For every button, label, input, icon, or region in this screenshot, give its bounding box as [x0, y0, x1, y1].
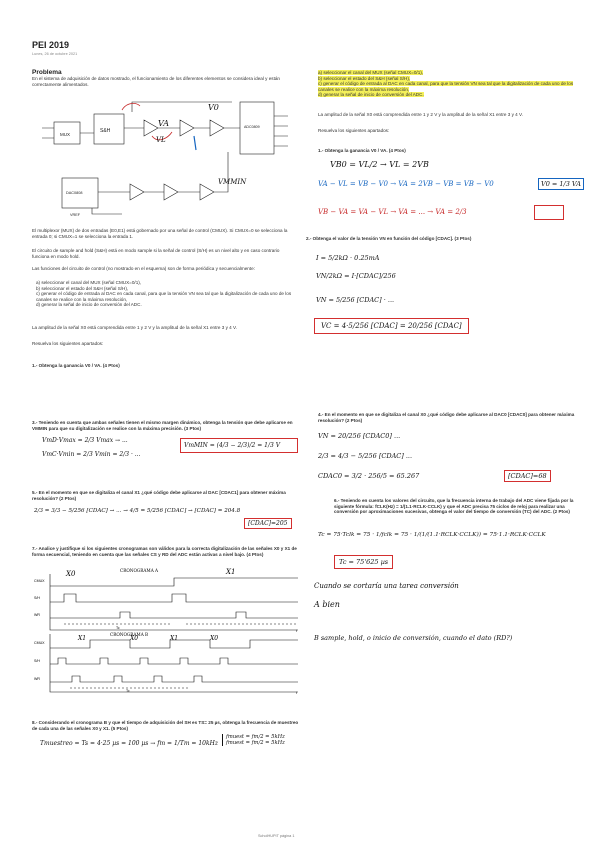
right-amplitude-text: La amplitud de la señal X0 está comprendida entre 1 y 2 V y la amplitud de la señal X1 entre 3 y 4 V.: [318, 112, 523, 117]
control-list: [36, 280, 294, 308]
question-7: 7.- Analice y justifique si los siguientes cronogramas son válidos para la correcta digitalización de las señales X0 y X1 de forma secuencial, teniendo en cuenta que las señales CS y RD del ADC están activas a nivel bajo. (4 Ptos): [32, 546, 297, 557]
q5-work: 2/3 = 3/3 − 5/256 [CDAC] → ... → 4/5 = 5/256 [CDAC] → [CDAC] = 204.8: [34, 508, 241, 514]
list-item: d) generar la señal de inicio de conversión del ADC.: [36, 302, 142, 308]
q3-answer-box: VmMIN = (4/3 − 2/3)/2 = 1/3 V: [180, 438, 298, 453]
q8-work-brace: [222, 734, 306, 746]
vref-label: VREF: [70, 213, 81, 217]
chrono-a-cmux-label: CMUX: [34, 579, 45, 583]
chrono-b-x0-b: X0: [210, 635, 219, 642]
chronogram-b: [30, 632, 304, 694]
page-footer: ScholHUPIT página 1: [258, 834, 295, 838]
q8-work-3: fmuest = fm/2 = 5kHz: [226, 740, 285, 746]
question-3: 3.- Teniendo en cuenta que ambas señales tienen el mismo margen dinámico, obtenga la tensión que debe aplicarse en VMMIN para que su digitalización se realice con la máxima precisión. (3 Ptos): [32, 420, 293, 431]
question-2: 2.- Obtenga el valor de la tensión VN en función del código [CDAC]. (3 Ptos): [306, 236, 472, 241]
chrono-a-note: Cuando se cortaría una tarea conversión: [314, 582, 459, 590]
resolve-text: Resuelva los siguientes apartados:: [32, 341, 104, 346]
right-resolve-text: Resuelva los siguientes apartados:: [318, 128, 390, 133]
q1-answer-box: V0 = 1/3 VA: [538, 178, 584, 190]
chrono-b-x1-b: X1: [170, 635, 179, 642]
list-item: c) generar el código de entrada al DAC en cada canal, para que la tensión VN sea tal que la digitalización de cada uno de los canales se realice con la máxima resolución,: [36, 291, 292, 302]
q2-work-2: VN/2kΩ = I·[CDAC]/256: [316, 272, 396, 280]
question-4: 4.- En el momento en que se digitaliza el canal X0 ¿qué código debe aplicarse al DAC0 [CDAC0] para obtener máxima resolución? (2 Ptos): [318, 412, 575, 423]
list-item: b) seleccionar el estado del S&H (señal S/H),: [318, 75, 411, 81]
question-8: 8.- Considerando el cronograma B y que el tiempo de adquisición del SH es TS= 25 µs, obtenga la frecuencia de muestreo de cada una de las señales X0 y X1. (5 Ptos): [32, 720, 299, 731]
chrono-b-note: B sample, hold, o inicio de conversión, cuando el dato (RD?): [314, 634, 513, 642]
list-item: c) generar el código de entrada al DAC en cada canal, para que la tensión VN sea tal que la digitalización de cada uno de los canales se realice con la máxima resolución,: [318, 81, 574, 92]
right-question-1: 1.- Obtenga la ganancia V0 / VA. (4 Ptos): [318, 148, 406, 153]
chrono-b-wr-label: WR: [34, 677, 40, 681]
q8-work-1: Tmuestreo = Ts = 4·25 µs = 100 µs → fm = 1/Tm = 10kHz: [40, 740, 219, 747]
q4-work-3: CDAC0 = 3/2 · 256/5 = 65.267: [318, 472, 420, 480]
mux-label: MUX: [60, 132, 70, 137]
chrono-b-x1-a: X1: [78, 635, 87, 642]
mux-description: El multiplexor (MUX) de dos entradas (E0,E1) está gobernado por una señal de control (CMUX). Si CMUX=0 se selecciona la entrada 0; si CMUX=1 se selecciona la entrada 1.: [32, 228, 288, 239]
q6-work: Tc = 75·Tclk = 75 · 1/fclk = 75 · 1/(1/(1.1·RCLK·CCLK)) = 75·1.1·RCLK·CCLK: [318, 532, 546, 538]
chrono-a-ok: A bien: [314, 600, 340, 609]
chrono-a-title: CRONOGRAMA A: [120, 568, 159, 573]
q2-work-1: I = 5/2kΩ · 0.25mA: [316, 254, 380, 262]
chrono-a-t: t: [296, 629, 297, 633]
list-item: a) seleccionar el canal del MUX (señal CMUX=0/1),: [318, 70, 424, 75]
chrono-a-tc: Tc: [116, 626, 120, 630]
problem-intro: En el sistema de adquisición de datos mostrado, el funcionamiento de los diferentes elementos se considera ideal y están correctamente alimentados.: [32, 76, 280, 87]
q2-work-3: VN = 5/256 [CDAC] · ...: [316, 296, 395, 304]
chrono-a-x1: X1: [226, 568, 236, 576]
q1-result-box: [534, 205, 564, 220]
question-1: 1.- Obtenga la ganancia V0 / VA. (4 Ptos): [32, 363, 120, 368]
question-5: 5.- En el momento en que se digitaliza el canal X1 ¿qué código debe aplicarse al DAC [CDAC1] para obtener máxima resolución? (2 Ptos): [32, 490, 286, 501]
vmmin-label: VMMIN: [218, 178, 247, 186]
q3-work-2: VmC·Vmin = 2/3 Vmin = 2/3 · ...: [42, 451, 141, 458]
q5-answer-box: [CDAC]=205: [244, 518, 292, 529]
q4-answer-box: [CDAC]=68: [504, 470, 551, 482]
chrono-b-t: t: [296, 691, 297, 695]
chrono-b-cmux-label: CMUX: [34, 641, 45, 645]
q1-work-1: VB0 = VL/2 → VL = 2VB: [330, 160, 429, 169]
q4-work-2: 2/3 = 4/3 − 5/256 [CDAC] ...: [318, 452, 413, 460]
chrono-a-x0: X0: [66, 570, 76, 578]
q1-work-2: VA − VL = VB − V0 → VA = 2VB − VB = VB − V0: [318, 180, 494, 188]
control-description: Las funciones del circuito de control (no mostrado en el esquema) son de forma periódica y secuencialmente:: [32, 266, 255, 271]
chrono-a-sh-label: S/H: [34, 596, 40, 600]
problem-heading: Problema: [32, 69, 62, 76]
chrono-b-sh-label: S/H: [34, 659, 40, 663]
q4-work-1: VN = 20/256 [CDAC0] ...: [318, 432, 401, 440]
q6-answer-box: Tc = 75'625 µs: [334, 555, 393, 569]
dac-label: DAC0808: [66, 191, 83, 195]
chrono-b-tc: Tc: [126, 689, 130, 693]
v0-label: V0: [208, 103, 219, 112]
chrono-b-x0-a: X0: [130, 635, 139, 642]
sh-label: S&H: [100, 128, 111, 134]
q8-work-2: fmuest = fm/2 = 5kHz: [226, 734, 285, 740]
chronogram-a: [30, 566, 304, 632]
adc-label: ADC0809: [244, 125, 260, 129]
list-item: a) seleccionar el canal del MUX (señal CMUX=0/1),: [36, 280, 142, 285]
circuit-diagram: [32, 92, 304, 220]
page-title: PEI 2019: [32, 40, 70, 50]
q1-work-3: VB − VA = VA − VL → VA = ... → VA = 2/3: [318, 208, 467, 216]
chrono-b-title: CRONOGRAMA B: [110, 632, 149, 637]
list-item: d) generar la señal de inicio de conversión del ADC.: [318, 92, 424, 98]
sh-description: El circuito de sample and hold (S&H) está en modo sample si la señal de control (S/H) es un nivel alto y en caso contrario funciona en modo hold.: [32, 248, 280, 259]
q2-answer-box: VC = 4·5/256 [CDAC] = 20/256 [CDAC]: [314, 318, 469, 334]
list-item: b) seleccionar el estado del S&H (señal S/H),: [36, 285, 129, 291]
question-6: 6.- Teniendo en cuenta los valores del circuito, que la frecuencia interna de trabajo del ADC viene fijada por la siguiente fórmula: fCLK(Hz) = 1/(1.1·RCLK·CCLK) y que el ADC precisa 75 ciclos de reloj para realizar una conversión por aproximaciones sucesivas, obtenga el valor del tiempo de conversión (TC) del ADC. (2 Ptos): [334, 498, 574, 515]
chrono-a-wr-label: WR: [34, 613, 40, 617]
q3-work-1: VmD·Vmax = 2/3 Vmax → ...: [42, 437, 128, 444]
va-label: VA: [158, 119, 170, 128]
amplitude-text: La amplitud de la señal X0 está comprendida entre 1 y 2 V y la amplitud de la señal X1 entre 3 y 4 V.: [32, 325, 237, 330]
vl-label: VL: [156, 136, 166, 144]
page-date: Lunes, 26 de octubre 2021: [32, 52, 78, 56]
right-control-list: [318, 70, 576, 98]
